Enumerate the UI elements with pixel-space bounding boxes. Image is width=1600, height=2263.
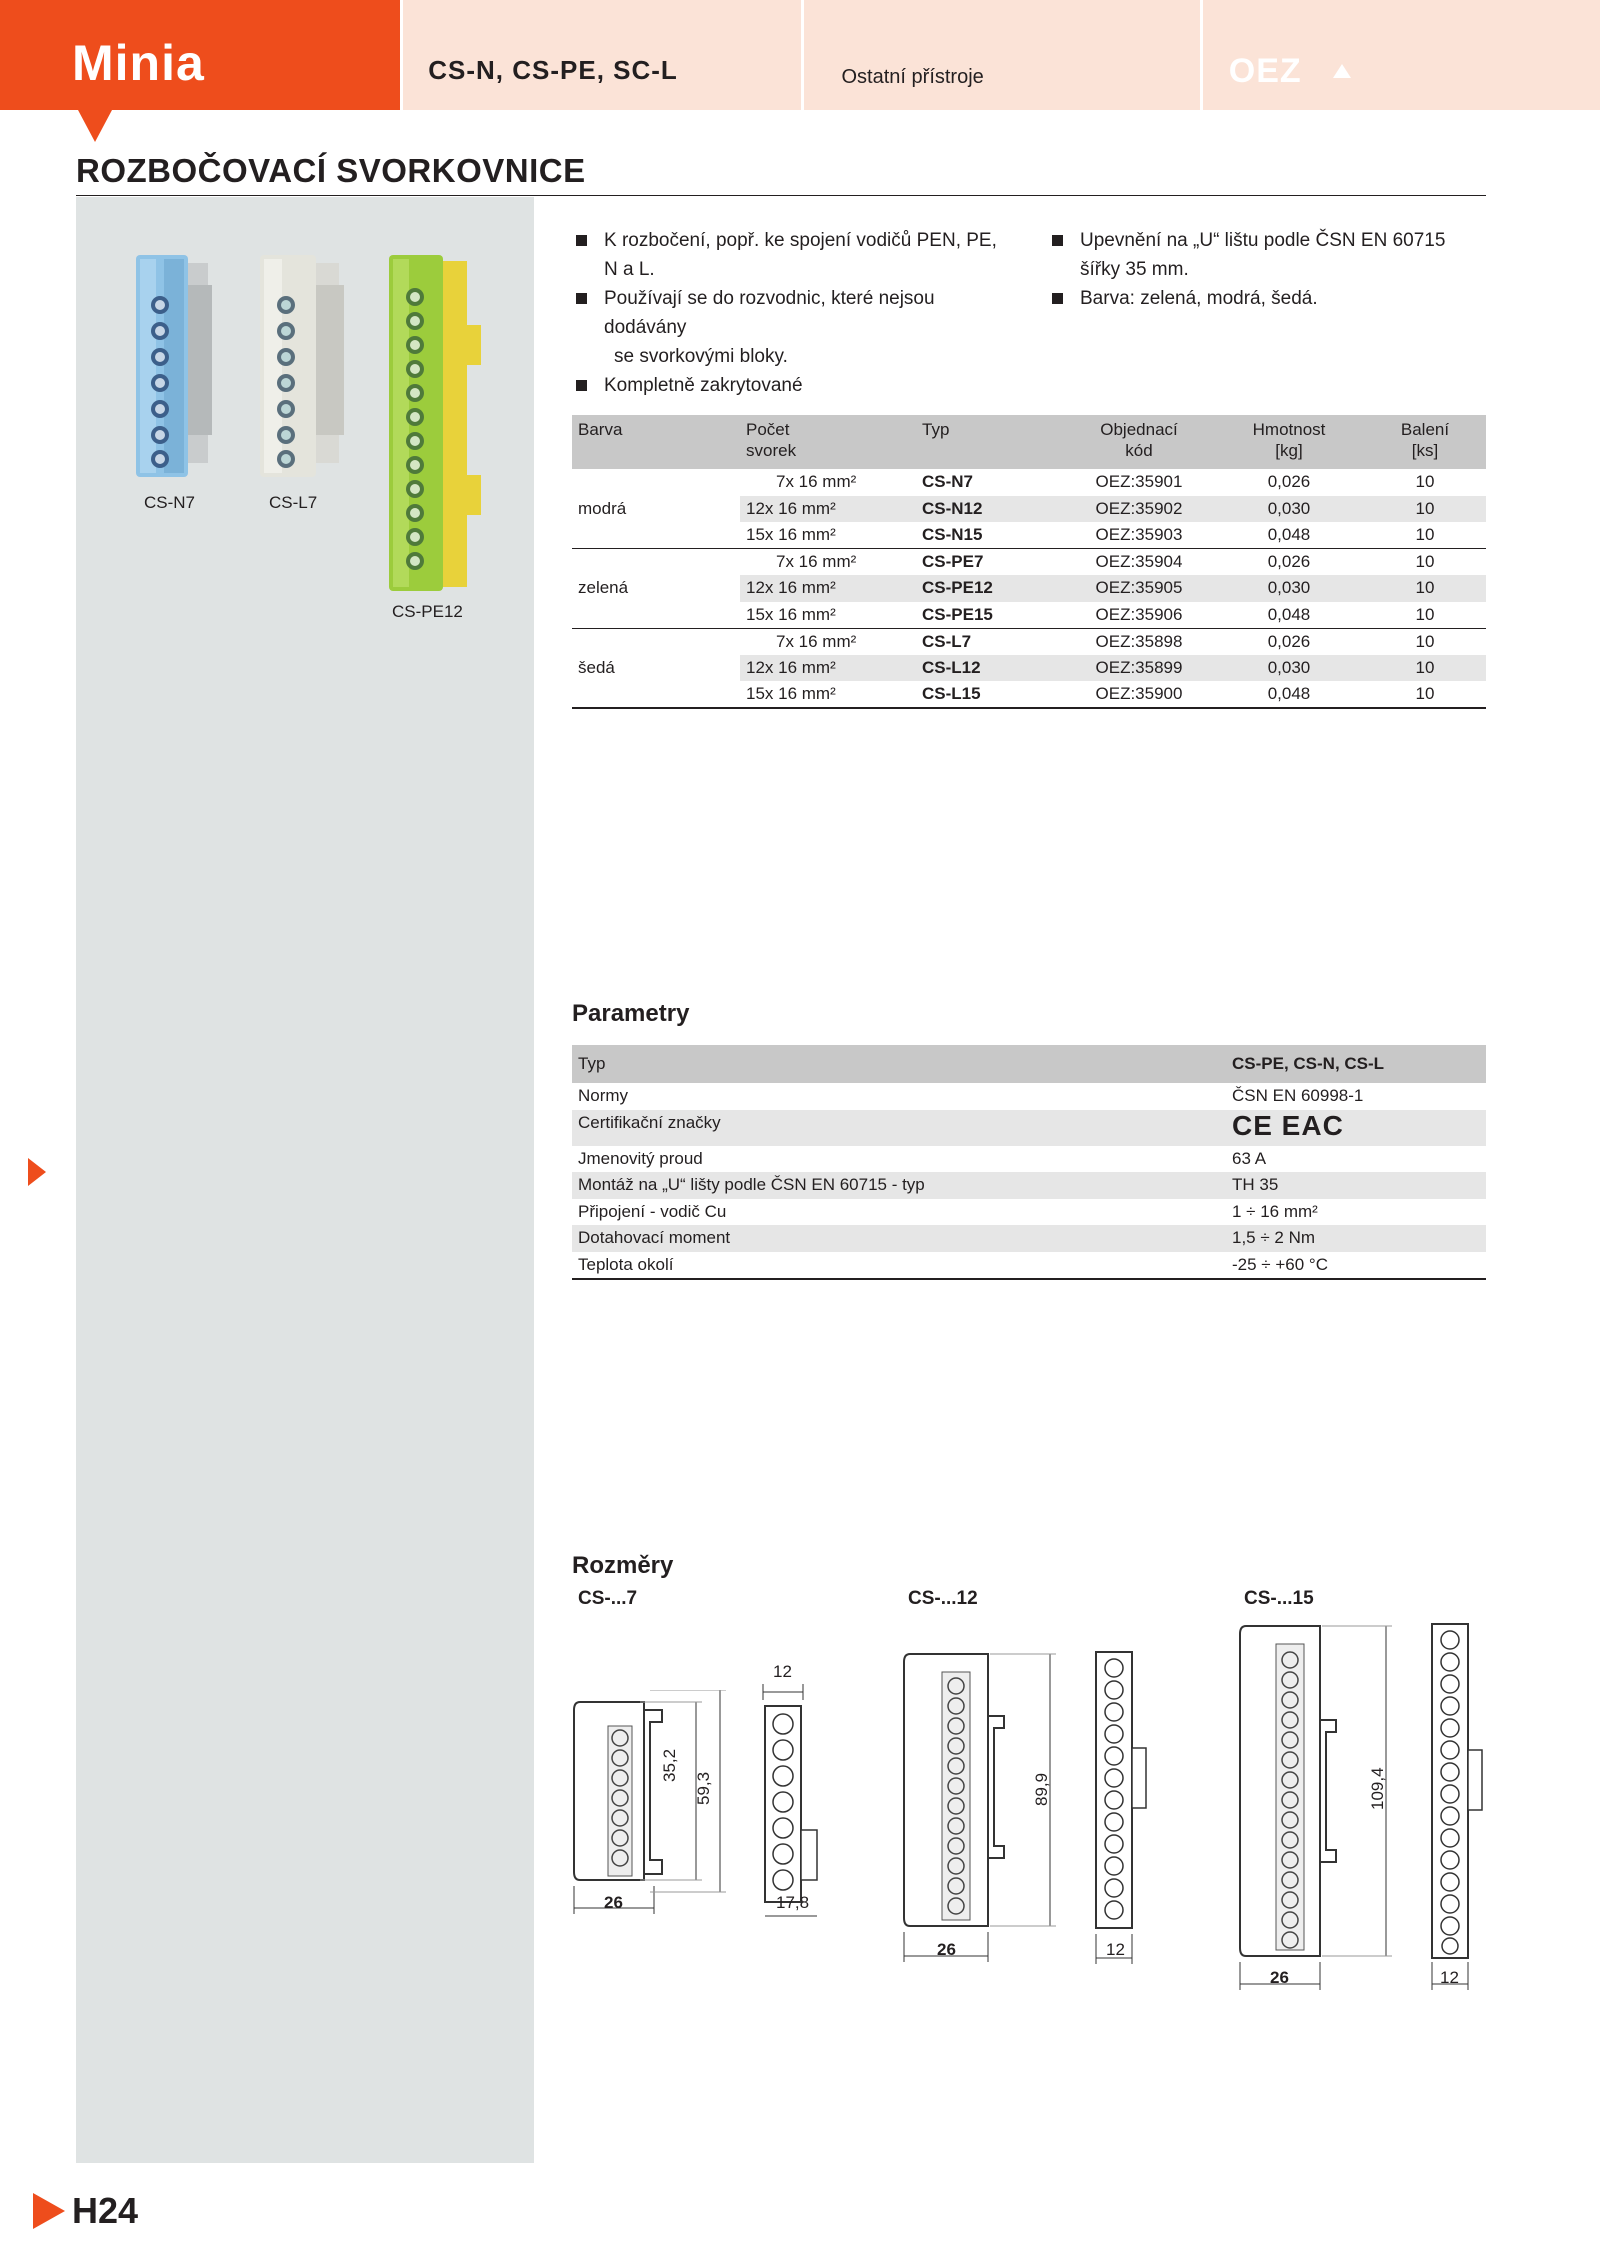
table-row: Montáž na „U“ lišty podle ČSN EN 60715 - typ TH 35 bbox=[572, 1172, 1486, 1199]
page-arrow-icon bbox=[33, 2193, 65, 2229]
table-row: Certifikační značky CE EAC bbox=[572, 1110, 1486, 1146]
dimension-drawing-cs-12-side bbox=[900, 1646, 1070, 1966]
table-row: 12x 16 mm² CS-L12 OEZ:35899 0,030 10 bbox=[572, 655, 1486, 682]
product-label-cs-n7: CS-N7 bbox=[144, 493, 196, 512]
dimensions-title: Rozměry bbox=[572, 1552, 674, 1579]
drawing-title-cs-15: CS-...15 bbox=[1244, 1588, 1314, 1609]
table-row: 15x 16 mm² CS-PE15 OEZ:35906 0,048 10 bbox=[572, 602, 1486, 629]
feature-item: Používají se do rozvodnic, které nejsou dodávány bbox=[574, 284, 1014, 342]
order-table bbox=[572, 415, 1486, 709]
params-table bbox=[572, 1045, 1486, 1280]
brand-notch bbox=[78, 110, 112, 142]
table-row: Dotahovací moment 1,5 ÷ 2 Nm bbox=[572, 1225, 1486, 1252]
dim-label-width-15: 12 bbox=[1440, 1968, 1459, 1987]
table-row: Normy ČSN EN 60998-1 bbox=[578, 1086, 1364, 1106]
title-rule bbox=[76, 195, 1486, 196]
dim-label-height-12: 89,9 bbox=[1032, 1772, 1051, 1806]
params-title: Parametry bbox=[572, 1000, 690, 1027]
dimension-drawing-cs-12-front bbox=[1090, 1648, 1160, 1968]
table-row: šedá 7x 16 mm² CS-L7 OEZ:35898 0,026 10 bbox=[572, 628, 1486, 655]
table-row: 12x 16 mm² CS-N12 OEZ:35902 0,030 10 bbox=[572, 496, 1486, 523]
brand-name: Minia bbox=[72, 35, 205, 91]
dim-label-height-inner-7: 35,2 bbox=[660, 1748, 679, 1782]
dim-label-height-15: 109,4 bbox=[1368, 1767, 1387, 1810]
product-image-cs-l7 bbox=[252, 255, 352, 480]
table-row: Jmenovitý proud 63 A bbox=[578, 1148, 1267, 1168]
feature-item: Kompletně zakrytované bbox=[574, 371, 1014, 400]
side-arrow-icon bbox=[28, 1158, 46, 1186]
dim-label-depth-12: 26 bbox=[937, 1940, 956, 1959]
dimension-drawing-cs-7-side bbox=[570, 1690, 730, 1920]
feature-item: Upevnění na „U“ lištu podle ČSN EN 60715 šířky 35 mm. bbox=[1050, 226, 1490, 284]
product-image-cs-n7 bbox=[128, 255, 218, 480]
series-title: CS-N, CS-PE, SC-L bbox=[428, 55, 678, 85]
drawing-title-cs-12: CS-...12 bbox=[908, 1588, 978, 1609]
col-header-pocet: Počet svorek bbox=[740, 415, 916, 469]
brand-block bbox=[0, 0, 400, 110]
table-row: 12x 16 mm² CS-PE12 OEZ:35905 0,030 10 bbox=[572, 575, 1486, 602]
dim-label-rail-7: 17,8 bbox=[776, 1893, 810, 1912]
product-image-cs-pe12 bbox=[385, 255, 490, 595]
col-header-baleni: Balení [ks] bbox=[1364, 415, 1486, 469]
product-label-cs-l7: CS-L7 bbox=[269, 493, 318, 512]
order-table-header bbox=[572, 415, 1486, 469]
features-list-left bbox=[574, 226, 1014, 400]
feature-item: Barva: zelená, modrá, šedá. bbox=[1050, 284, 1490, 313]
col-header-objednaci-kod: Objednací kód bbox=[1064, 415, 1214, 469]
series-cell bbox=[403, 0, 800, 110]
page-title: ROZBOČOVACÍ SVORKOVNICE bbox=[76, 152, 586, 189]
oez-logo-triangle-icon bbox=[1333, 64, 1351, 78]
feature-item-continuation: se svorkovými bloky. bbox=[614, 346, 788, 367]
col-header-typ: Typ bbox=[916, 415, 1064, 469]
table-row: Teplota okolí -25 ÷ +60 °C bbox=[572, 1252, 1486, 1279]
dim-label-width-12: 12 bbox=[1106, 1940, 1125, 1959]
product-label-cs-pe12: CS-PE12 bbox=[392, 602, 463, 621]
table-row: modrá 7x 16 mm² CS-N7 OEZ:35901 0,026 10 bbox=[572, 469, 1486, 496]
dim-label-depth-15: 26 bbox=[1270, 1968, 1289, 1987]
col-header-barva: Barva bbox=[572, 415, 740, 469]
features-list-right bbox=[1050, 226, 1490, 313]
page-header bbox=[0, 0, 1600, 110]
drawing-title-cs-7: CS-...7 bbox=[578, 1588, 638, 1609]
dim-label-width-7: 12 bbox=[773, 1662, 792, 1681]
feature-item: K rozbočení, popř. ke spojení vodičů PEN, PE, N a L. bbox=[574, 226, 1014, 284]
color-cell: šedá bbox=[572, 628, 740, 708]
ce-eac-marks: CE EAC bbox=[1232, 1109, 1344, 1141]
category-cell bbox=[804, 0, 1200, 110]
table-row: 15x 16 mm² CS-L15 OEZ:35900 0,048 10 bbox=[572, 681, 1486, 708]
color-cell: zelená bbox=[572, 549, 740, 629]
table-row: zelená 7x 16 mm² CS-PE7 OEZ:35904 0,026 10 bbox=[572, 549, 1486, 576]
category-title: Ostatní přístroje bbox=[841, 66, 984, 88]
dimension-drawing-cs-15-front bbox=[1426, 1620, 1496, 1995]
col-header-hmotnost: Hmotnost [kg] bbox=[1214, 415, 1364, 469]
color-cell: modrá bbox=[572, 469, 740, 549]
dim-label-height-outer-7: 59,3 bbox=[694, 1771, 713, 1805]
params-header: Typ CS-PE, CS-N, CS-L bbox=[572, 1045, 1486, 1083]
dim-label-depth-7: 26 bbox=[604, 1893, 623, 1912]
logo-cell bbox=[1203, 0, 1600, 110]
page-number: H24 bbox=[72, 2190, 139, 2231]
oez-logo: OEZ bbox=[1228, 52, 1302, 90]
dimension-drawing-cs-7-front bbox=[755, 1680, 835, 1920]
table-row: Připojení - vodič Cu 1 ÷ 16 mm² bbox=[578, 1201, 1318, 1221]
table-row: 15x 16 mm² CS-N15 OEZ:35903 0,048 10 bbox=[572, 522, 1486, 549]
